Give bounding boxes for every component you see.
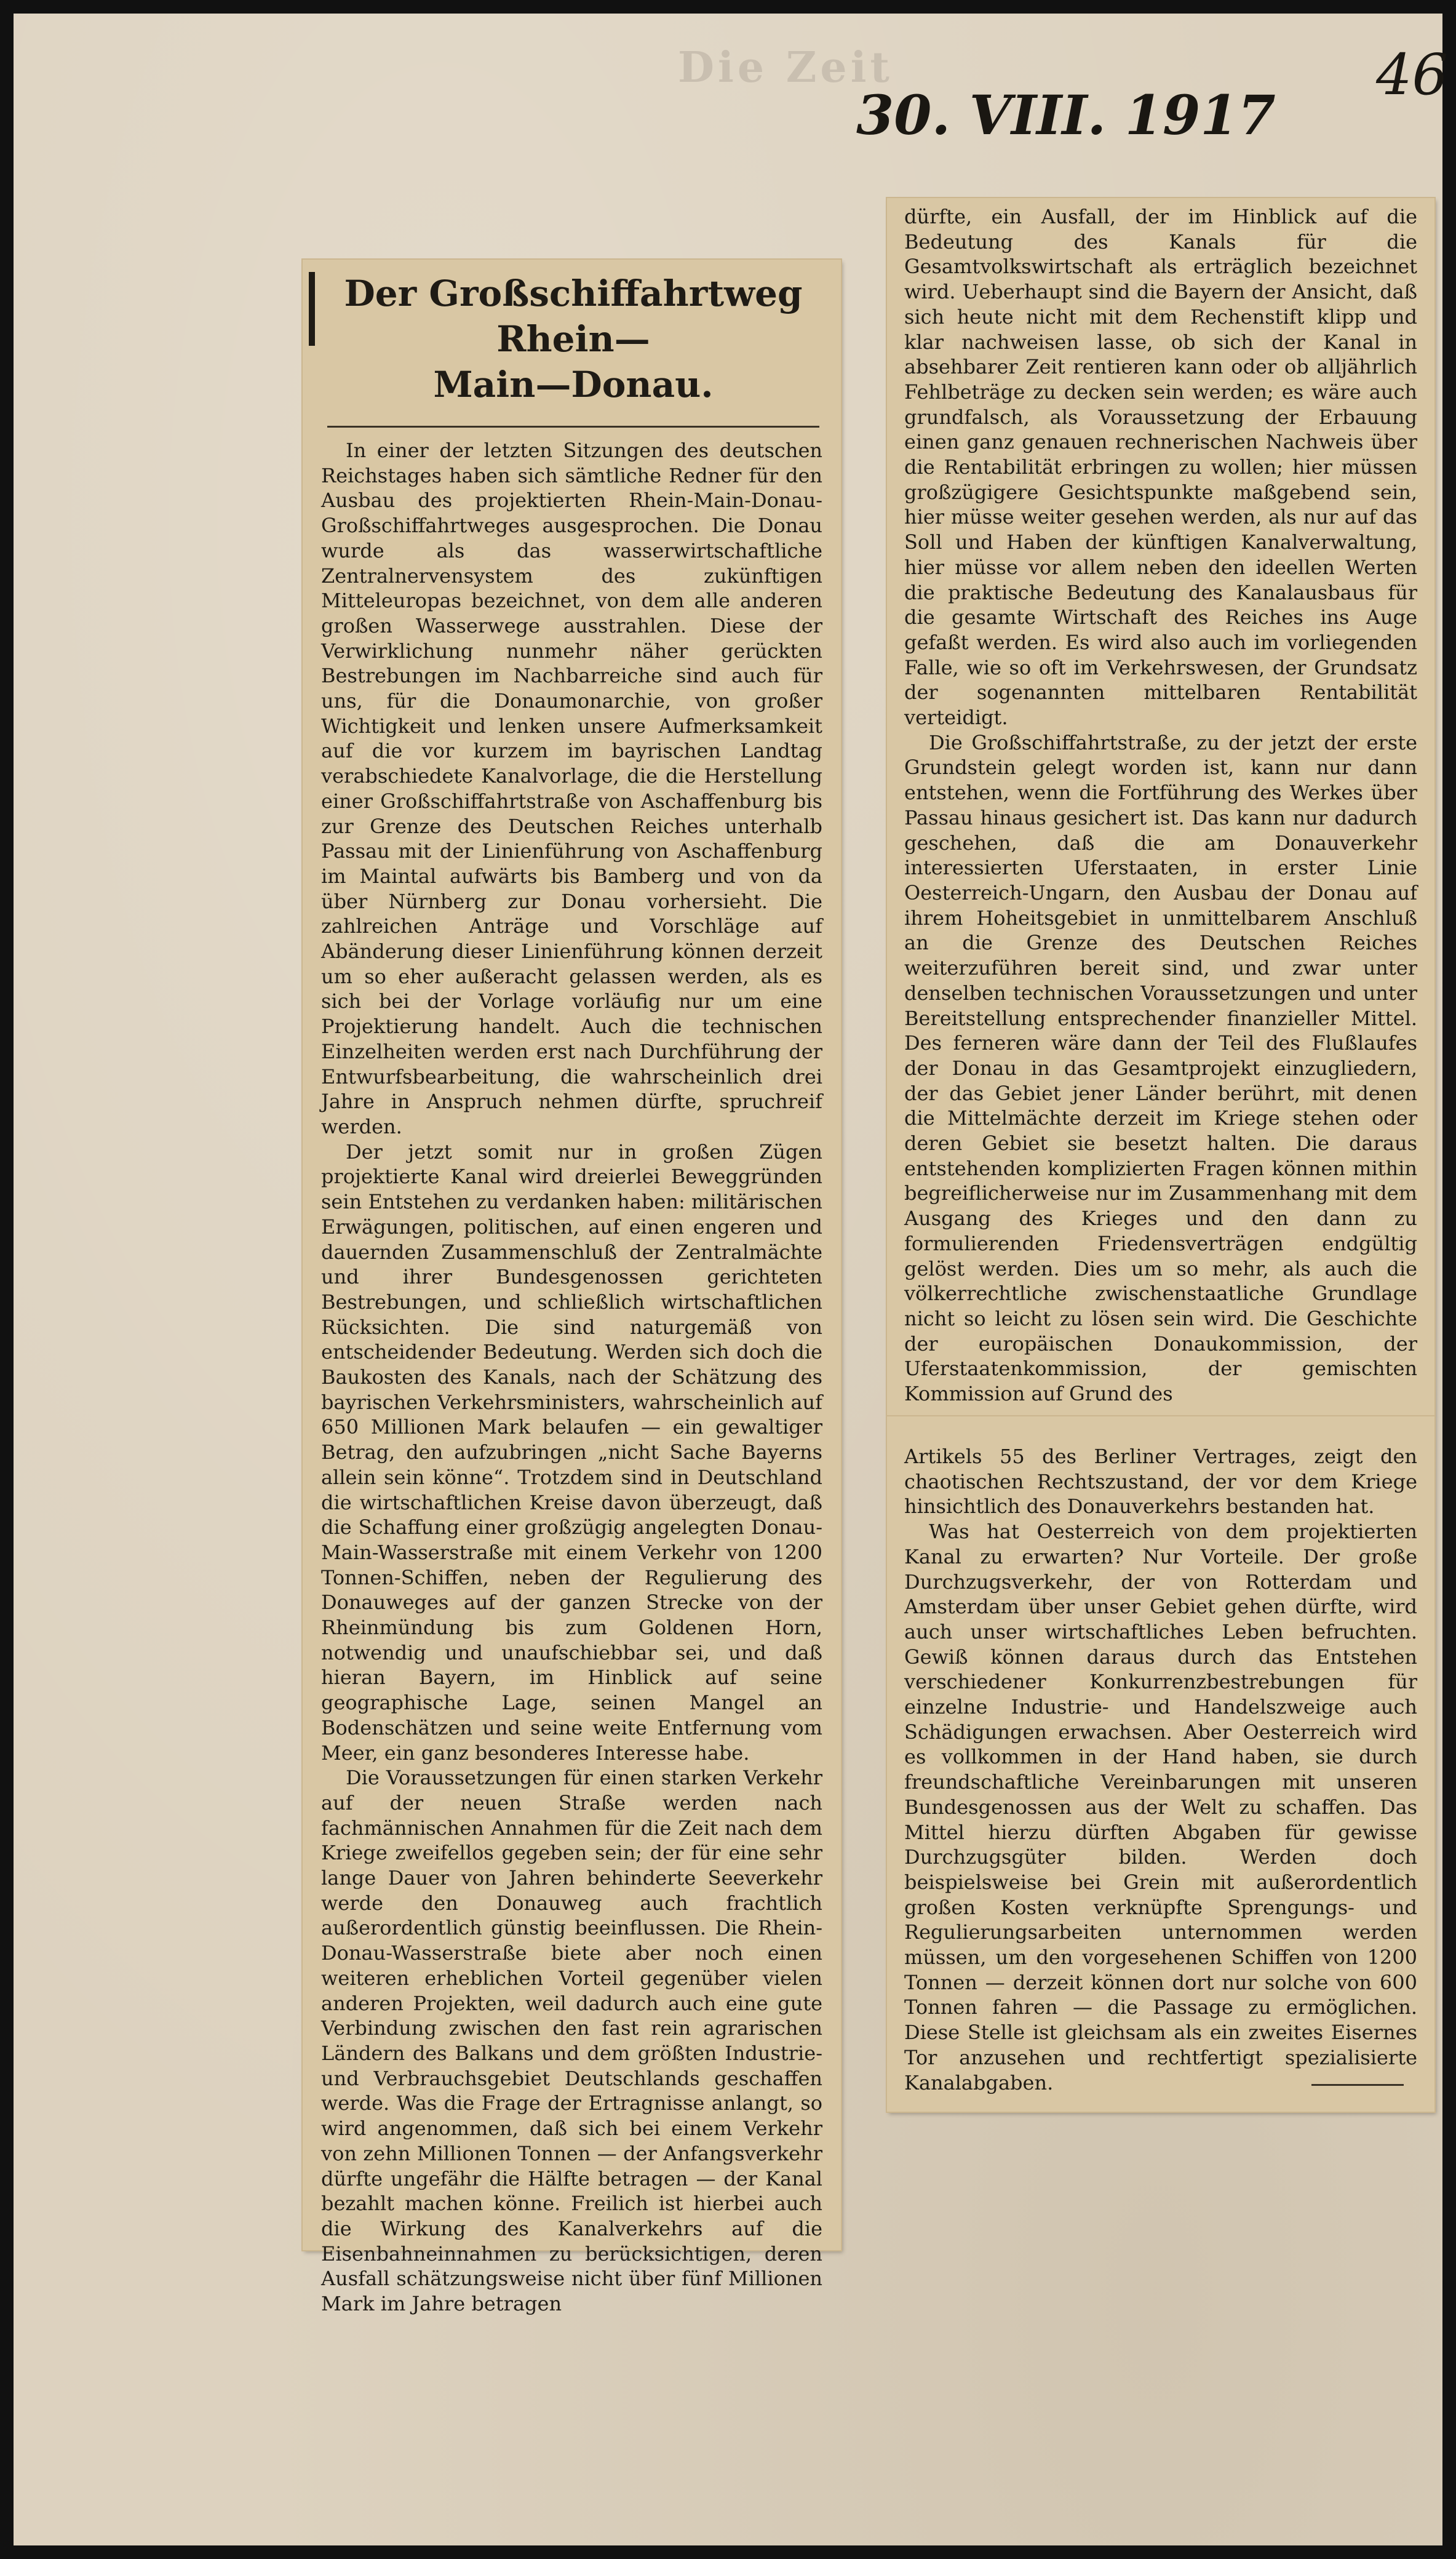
paragraph: Artikels 55 des Berliner Vertrages, zeigt den chaotischen Rechtszustand, der vor dem Kriege hinsichtlich des Donauverkehrs bestanden hat.	[904, 1445, 1417, 1519]
handwritten-page-number: 46	[1376, 42, 1449, 108]
right-top-column-text	[904, 204, 1417, 1410]
handwritten-date: 30. VIII. 1917	[856, 83, 1276, 147]
headline-line-1: Der Großschiffahrtweg Rhein—	[344, 273, 803, 360]
paragraph: Was hat Oesterreich von dem projektierten Kanal zu erwarten? Nur Vorteile. Der große Durchzugsverkehr, der von Rotterdam und Amsterdam über unser Gebiet gehen dürfte, wird auch unser wirtschaftliches Leben befruchten. Gewiß können daraus durch das Entstehen verschiedener Konkurrenzbestrebungen für einzelne Industrie- und Handelszweige auch Schädigungen erwachsen. Aber Oesterreich wird es vollkommen in der Hand haben, sie durch freundschaftliche Vereinbarungen mit unseren Bundesgenossen aus der Welt zu schaffen. Das Mittel hierzu dürften Abgaben für gewisse Durchzugsgüter bilden. Werden doch beispielsweise bei Grein mit außerordentlich großen Kosten verknüpfte Sprengungs- und Regulierungsarbeiten unternommen werden müssen, um den vorgesehenen Schiffen von 1200 Tonnen — derzeit können dort nur solche von 600 Tonnen fahren — die Passage zu ermöglichen. Diese Stelle ist gleichsam als ein zweites Eisernes Tor anzusehen und rechtfertigt spezialisierte Kanalabgaben.	[904, 1520, 1417, 2094]
headline-rule	[327, 426, 819, 428]
paragraph: Die Großschiffahrtstraße, zu der jetzt der erste Grundstein gelegt worden ist, kann nur dann entstehen, wenn die Fortführung des Werkes über Passau hinaus gesichert ist. Das kann nur dadurch geschehen, daß die am Donauverkehr interessierten Uferstaaten, in erster Linie Oesterreich-Ungarn, den Ausbau der Donau auf ihrem Hoheitsgebiet in unmittelbarem Anschluß an die Grenze des Deutschen Reiches weiterzuführen bereit sind, und zwar unter denselben technischen Voraussetzungen und unter Bereitstellung entsprechender finanzieller Mittel. Des ferneren wäre dann der Teil des Flußlaufes der Donau in das Gesamtprojekt einzugliedern, der das Gebiet jener Länder berührt, mit denen die Mittelmächte derzeit im Kriege stehen oder deren Gebiet sie besetzt halten. Die daraus entstehenden komplizierten Fragen können mithin begreiflicherweise nur im Zusammenhang mit dem Ausgang des Krieges und den dann zu formulierenden Friedensverträgen endgültig gelöst werden. Dies um so mehr, als auch die völkerrechtliche zwischenstaatliche Grundlage nicht so leicht zu lösen sein wird. Die Geschichte der europäischen Donaukommission, der Uferstaatenkommission, der gemischten Kommission auf Grund des	[904, 730, 1417, 1406]
article-headline	[327, 271, 819, 425]
right-bottom-column-text	[904, 1444, 1417, 2094]
newspaper-masthead: Die Zeit	[678, 43, 893, 92]
article-end-rule	[1311, 2084, 1404, 2086]
paragraph: Der jetzt somit nur in großen Zügen projektierte Kanal wird dreierlei Beweggründen sein Entstehen zu verdanken haben: militärischen Erwägungen, politischen, auf einen engeren und dauernden Zusammenschluß der Zentralmächte und ihrer Bundesgenossen gerichteten Bestrebungen, und schließlich wirtschaftlichen Rücksichten. Die sind naturgemäß von entscheidender Bedeutung. Werden sich doch die Baukosten des Kanals, nach der Schätzung des bayrischen Verkehrsministers, wahrscheinlich auf 650 Millionen Mark belaufen — ein gewaltiger Betrag, den aufzubringen „nicht Sache Bayerns allein sein könne“. Trotzdem sind in Deutschland die wirtschaftlichen Kreise davon überzeugt, daß die Schaffung einer großzügig angelegten Donau-Main-Wasserstraße mit einem Verkehr von 1200 Tonnen-Schiffen, neben der Regulierung des Donauweges auf der ganzen Strecke von der Rheinmündung bis zum Goldenen Horn, notwendig und unaufschiebbar sei, und daß hieran Bayern, im Hinblick auf seine geographische Lage, seinen Mangel an Bodenschätzen und seine weite Entfernung vom Meer, ein ganz besonderes Interesse habe.	[321, 1140, 822, 1765]
paragraph: dürfte, ein Ausfall, der im Hinblick auf die Bedeutung des Kanals für die Gesamtvolkswirtschaft als erträglich bezeichnet wird. Ueberhaupt sind die Bayern der Ansicht, daß sich heute nicht mit dem Rechenstift klipp und klar nachweisen lasse, ob sich der Kanal in absehbarer Zeit rentieren kann oder ob alljährlich Fehlbeträge zu decken sein werden; es wäre auch grundfalsch, als Voraussetzung der Erbauung einen ganz genauen rechnerischen Nachweis über die Rentabilität erbringen zu wollen; hier müssen großzügigere Gesichtspunkte maßgebend sein, hier müsse weiter gesehen werden, als nur auf das Soll und Haben der künftigen Kanalverwaltung, hier müsse vor allem neben den ideellen Werten die praktische Bedeutung des Kanalausbaus für die gesamte Wirtschaft des Reiches ins Auge gefaßt werden. Es wird also auch im vorliegenden Falle, wie so oft im Verkehrswesen, der Grundsatz der sogenannten mittelbaren Rentabilität verteidigt.	[904, 205, 1417, 730]
paragraph: In einer der letzten Sitzungen des deutschen Reichstages haben sich sämtliche Redner für den Ausbau des projektierten Rhein-Main-Donau-Großschiffahrtweges ausgesprochen. Die Donau wurde als das wasserwirtschaftliche Zentralnervensystem des zukünftigen Mitteleuropas bezeichnet, von dem alle anderen großen Wasserwege ausstrahlen. Diese der Verwirklichung nunmehr näher gerückten Bestrebungen im Nachbarreiche sind auch für uns, für die Donaumonarchie, von großer Wichtigkeit und lenken unsere Aufmerksamkeit auf die vor kurzem im bayrischen Landtag verabschiedete Kanalvorlage, die die Herstellung einer Großschiffahrtstraße von Aschaffenburg bis zur Grenze des Deutschen Reiches unterhalb Passau mit der Linienführung von Aschaffenburg im Maintal aufwärts bis Bamberg und von da über Nürnberg zur Donau vorhersieht. Die zahlreichen Anträge und Vorschläge auf Abänderung dieser Linienführung können derzeit um so eher außeracht gelassen werden, als es sich bei der Vorlage vorläufig nur um eine Projektierung handelt. Auch die technischen Einzelheiten werden erst nach Durchführung der Entwurfsbearbeitung, die wahrscheinlich drei Jahre in Anspruch nehmen dürfte, spruchreif werden.	[321, 439, 822, 1138]
left-column-text	[321, 438, 822, 2316]
paragraph: Die Voraussetzungen für einen starken Verkehr auf der neuen Straße werden nach fachmännischen Annahmen für die Zeit nach dem Kriege zweifellos gegeben sein; der für eine sehr lange Dauer von Jahren behinderte Seeverkehr werde den Donauweg auch frachtlich außerordentlich günstig beeinflussen. Die Rhein-Donau-Wasserstraße biete aber noch einen weiteren erheblichen Vorteil gegenüber vielen anderen Projekten, weil dadurch auch eine gute Verbindung zwischen den fast rein agrarischen Ländern des Balkans und dem größten Industrie- und Verbrauchsgebiet Deutschlands geschaffen werde. Was die Frage der Ertragnisse anlangt, so wird angenommen, daß sich bei einem Verkehr von zehn Millionen Tonnen — der Anfangsverkehr dürfte ungefähr die Hälfte betragen — der Kanal bezahlt machen könne. Freilich ist hierbei auch die Wirkung des Kanalverkehrs auf die Eisenbahneinnahmen zu berücksichtigen, deren Ausfall schätzungsweise nicht über fünf Millionen Mark im Jahre betragen	[321, 1766, 822, 2316]
clipping-right-top-column	[887, 198, 1434, 1416]
headline-line-2: Main—Donau.	[433, 364, 714, 405]
clipping-left-column	[303, 260, 841, 2316]
archive-sheet	[14, 14, 1449, 2545]
clipping-right-bottom-column	[887, 1416, 1434, 2112]
title-bar-mark	[309, 272, 315, 346]
